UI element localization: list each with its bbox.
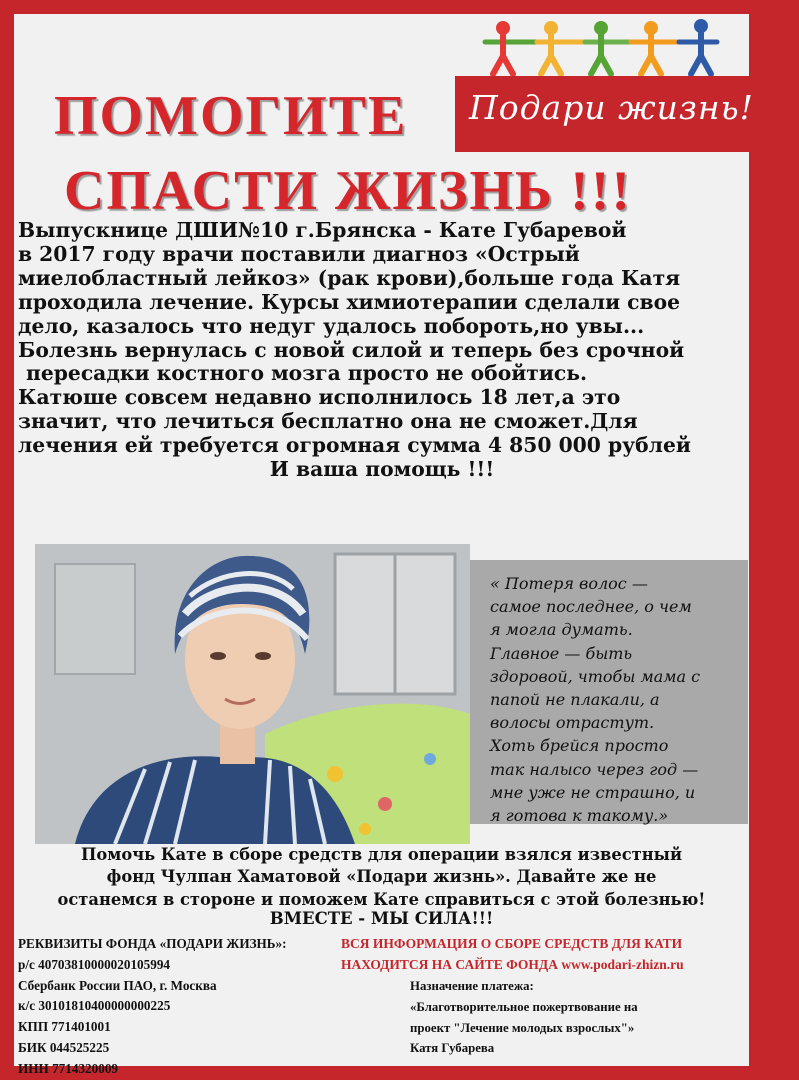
logo-figures bbox=[455, 14, 749, 76]
quote-line: Хоть брейся просто bbox=[490, 736, 669, 756]
portrait-photo bbox=[35, 544, 470, 844]
payment-line: Катя Губарева bbox=[410, 1041, 495, 1056]
poster bbox=[14, 14, 754, 1076]
payment-line: «Благотворительное пожертвование на bbox=[410, 999, 638, 1014]
quote-line: Главное — быть bbox=[490, 643, 633, 663]
together-slogan: ВМЕСТЕ - МЫ СИЛА!!! bbox=[269, 909, 494, 928]
story-line: проходила лечение. Курсы химиотерапии сделали свое bbox=[18, 289, 681, 314]
appeal-text bbox=[14, 844, 749, 911]
quote-line: самое последнее, о чем bbox=[490, 597, 692, 617]
quote-line: я могла думать. bbox=[490, 620, 633, 640]
story-line: дело, казалось что недуг удалось побороть,но увы... bbox=[18, 313, 645, 338]
website-info bbox=[341, 934, 746, 976]
requisites-line: р/с 40703810000020105994 bbox=[18, 956, 171, 972]
story-line-help: И ваша помощь !!! bbox=[269, 457, 495, 482]
requisites-line: Сбербанк России ПАО, г. Москва bbox=[18, 977, 217, 993]
info-line-link[interactable]: НАХОДИТСЯ НА САЙТЕ ФОНДА www.podari-zhizn.ru bbox=[341, 956, 684, 972]
payment-purpose bbox=[410, 976, 745, 1059]
appeal-line: фонд Чулпан Хаматовой «Подари жизнь». Давайте же не bbox=[106, 867, 657, 887]
story-line: Катюше совсем недавно исполнилось 18 лет,а это bbox=[18, 385, 621, 410]
quote-text bbox=[490, 572, 740, 827]
requisites-line: ИНН 7714320009 bbox=[18, 1060, 119, 1076]
story-line: Болезнь вернулась с новой силой и теперь без срочной bbox=[18, 337, 685, 362]
story-line: пересадки костного мозга просто не обойтись. bbox=[26, 361, 588, 386]
appeal-line: Помочь Кате в сборе средств для операции взялся известный bbox=[80, 845, 683, 864]
appeal-line: останемся в стороне и поможем Кате справиться с этой болезнью! bbox=[57, 889, 706, 909]
quote-line: « Потеря волос — bbox=[490, 574, 648, 593]
quote-line: волосы отрастут. bbox=[490, 713, 655, 733]
requisites-line: к/с 30101810400000000225 bbox=[18, 998, 171, 1014]
portrait-image bbox=[35, 544, 470, 844]
story-text bbox=[18, 219, 746, 482]
quote-line: здоровой, чтобы мама с bbox=[490, 666, 701, 686]
headline-line1: ПОМОГИТЕ bbox=[54, 85, 408, 147]
story-line: значит, что лечиться бесплатно она не сможет.Для bbox=[18, 409, 638, 434]
requisites-line: БИК 044525225 bbox=[18, 1039, 110, 1055]
quote-line: мне уже не страшно, и bbox=[490, 782, 696, 802]
people-figures-icon bbox=[455, 14, 749, 76]
quote-box bbox=[470, 560, 748, 824]
quote-line: я готова к такому.» bbox=[490, 806, 669, 826]
fund-requisites bbox=[18, 934, 338, 1080]
payment-line: проект "Лечение молодых взрослых"» bbox=[410, 1020, 635, 1035]
payment-line: Назначение платежа: bbox=[410, 979, 534, 993]
story-line: Выпускнице ДШИ№10 г.Брянска - Кате Губаревой bbox=[18, 218, 627, 242]
requisites-title: РЕКВИЗИТЫ ФОНДА «ПОДАРИ ЖИЗНЬ»: bbox=[18, 936, 287, 951]
story-line: миелобластный лейкоз» (рак крови),больше года Катя bbox=[18, 265, 681, 290]
logo-text: Подари жизнь! bbox=[469, 88, 754, 127]
story-line: лечения ей требуется огромная сумма 4 850 000 рублей bbox=[18, 433, 691, 458]
requisites-line: КПП 771401001 bbox=[18, 1019, 111, 1035]
headline-line2: СПАСТИ ЖИЗНЬ !!! bbox=[64, 160, 633, 222]
quote-line: так налысо через год — bbox=[490, 759, 699, 779]
quote-line: папой не плакали, а bbox=[490, 690, 660, 710]
story-line: в 2017 году врачи поставили диагноз «Острый bbox=[18, 241, 580, 266]
info-line: ВСЯ ИНФОРМАЦИЯ О СБОРЕ СРЕДСТВ ДЛЯ КАТИ bbox=[341, 936, 683, 951]
